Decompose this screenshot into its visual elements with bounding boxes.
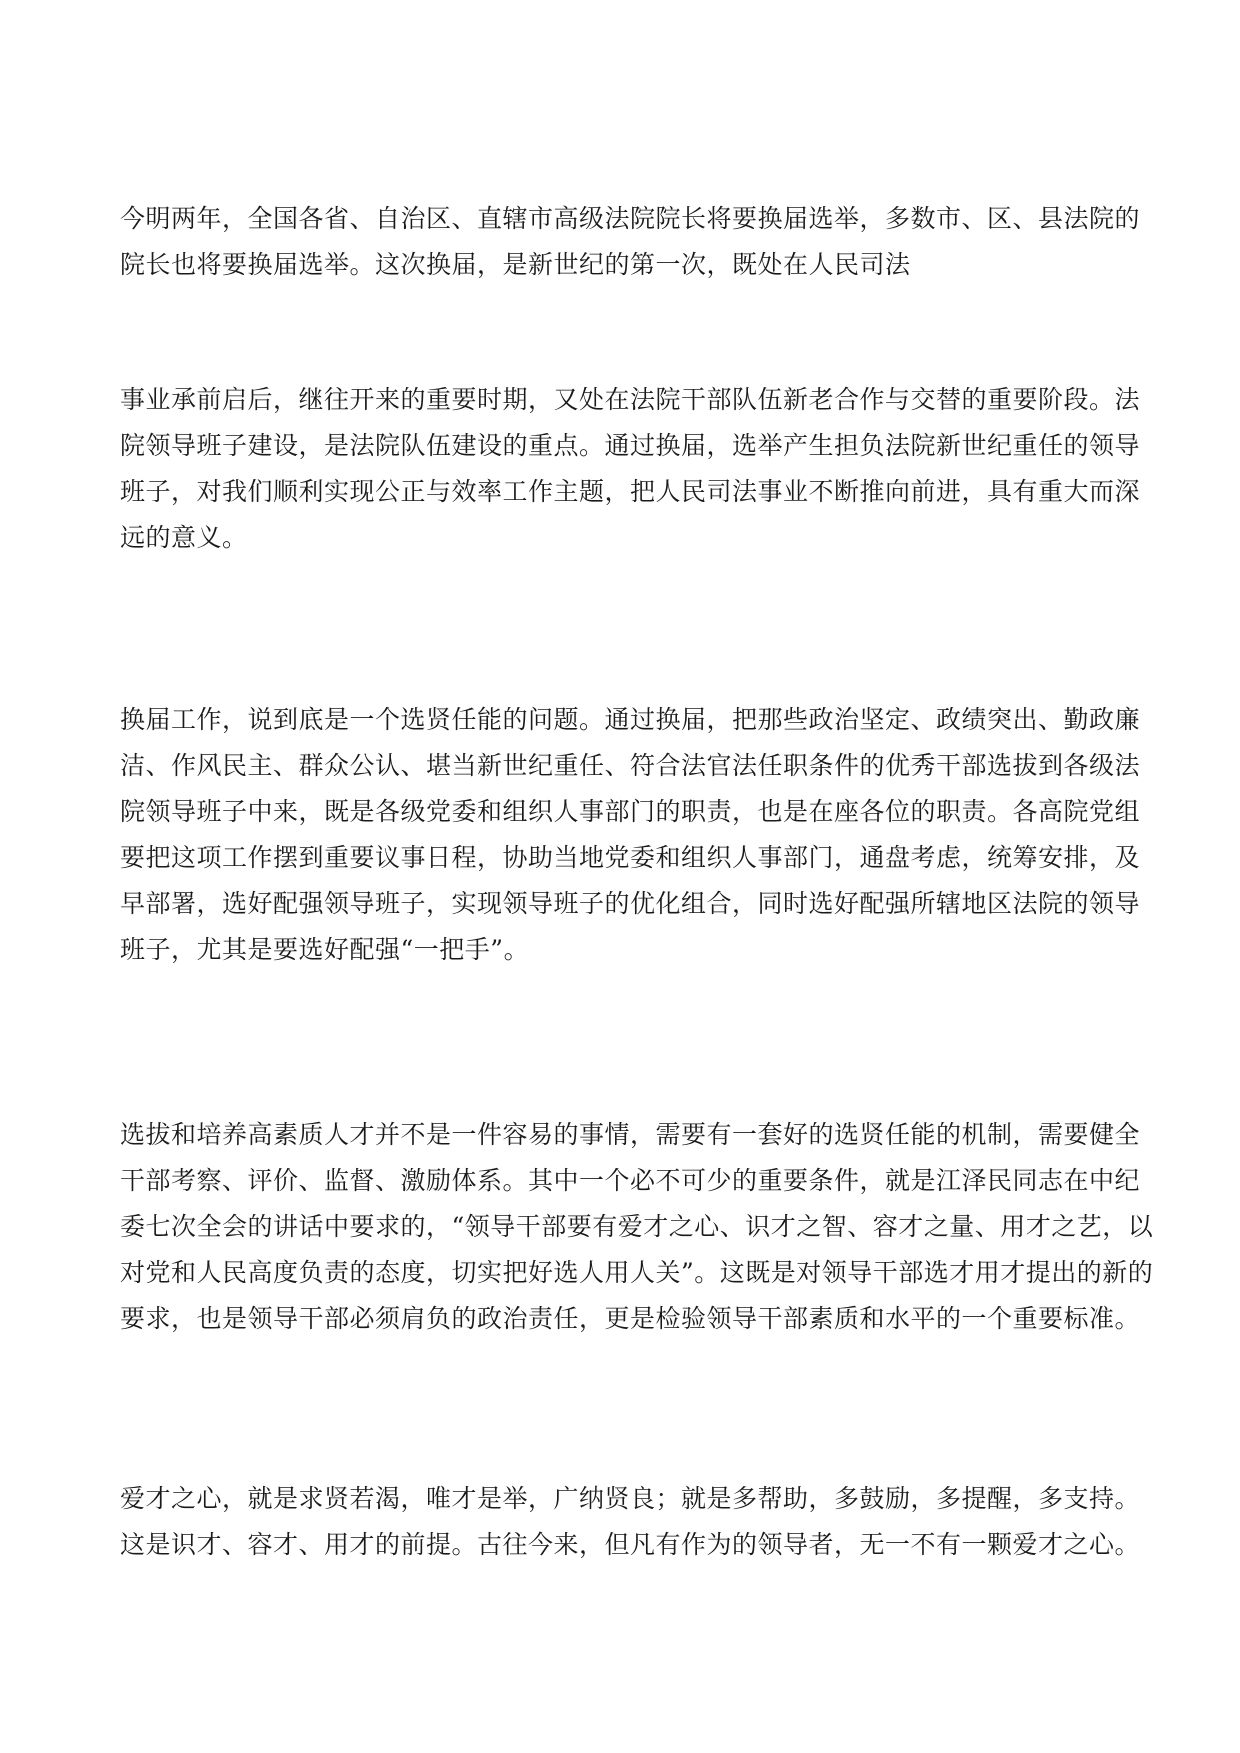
paragraph-line: 今明两年，全国各省、自治区、直辖市高级法院院长将要换届选举，多数市、区、县法院的 [120,204,1141,233]
paragraph-line: 早部署，选好配强领导班子，实现领导班子的优化组合，同时选好配强所辖地区法院的领导 [120,889,1141,918]
paragraph-line: 委七次全会的讲话中要求的，“领导干部要有爱才之心、识才之智、容才之量、用才之艺，以 [120,1212,1154,1241]
paragraph-line: 要求，也是领导干部必须肩负的政治责任，更是检验领导干部素质和水平的一个重要标准。 [120,1304,1141,1333]
paragraph-2 [120,377,1141,561]
paragraph-line: 对党和人民高度负责的态度，切实把好选人用人关”。这既是对领导干部选才用才提出的新的 [120,1258,1154,1287]
paragraph-line: 换届工作，说到底是一个选贤任能的问题。通过换届，把那些政治坚定、政绩突出、勤政廉 [120,705,1141,734]
paragraph-line: 要把这项工作摆到重要议事日程，协助当地党委和组织人事部门，通盘考虑，统筹安排，及 [120,843,1141,872]
paragraph-1 [120,196,1141,288]
paragraph-line: 干部考察、评价、监督、激励体系。其中一个必不可少的重要条件，就是江泽民同志在中纪 [120,1166,1141,1195]
paragraph-line: 远的意义。 [120,523,248,552]
paragraph-line: 院长也将要换届选举。这次换届，是新世纪的第一次，既处在人民司法 [120,250,911,279]
paragraph-line: 院领导班子建设，是法院队伍建设的重点。通过换届，选举产生担负法院新世纪重任的领导 [120,431,1141,460]
paragraph-line: 爱才之心，就是求贤若渴，唯才是举，广纳贤良；就是多帮助，多鼓励，多提醒，多支持。 [120,1484,1141,1513]
paragraph-line: 院领导班子中来，既是各级党委和组织人事部门的职责，也是在座各位的职责。各高院党组 [120,797,1141,826]
paragraph-line: 班子，尤其是要选好配强“一把手”。 [120,935,530,964]
paragraph-3 [120,697,1141,973]
paragraph-line: 这是识才、容才、用才的前提。古往今来，但凡有作为的领导者，无一不有一颗爱才之心。 [120,1530,1141,1559]
paragraph-line: 选拔和培养高素质人才并不是一件容易的事情，需要有一套好的选贤任能的机制，需要健全 [120,1120,1141,1149]
paragraph-4 [120,1112,1154,1342]
paragraph-5 [120,1476,1141,1568]
paragraph-line: 事业承前启后，继往开来的重要时期，又处在法院干部队伍新老合作与交替的重要阶段。法 [120,385,1141,414]
paragraph-line: 洁、作风民主、群众公认、堪当新世纪重任、符合法官法任职条件的优秀干部选拔到各级法 [120,751,1141,780]
paragraph-line: 班子，对我们顺利实现公正与效率工作主题，把人民司法事业不断推向前进，具有重大而深 [120,477,1141,506]
